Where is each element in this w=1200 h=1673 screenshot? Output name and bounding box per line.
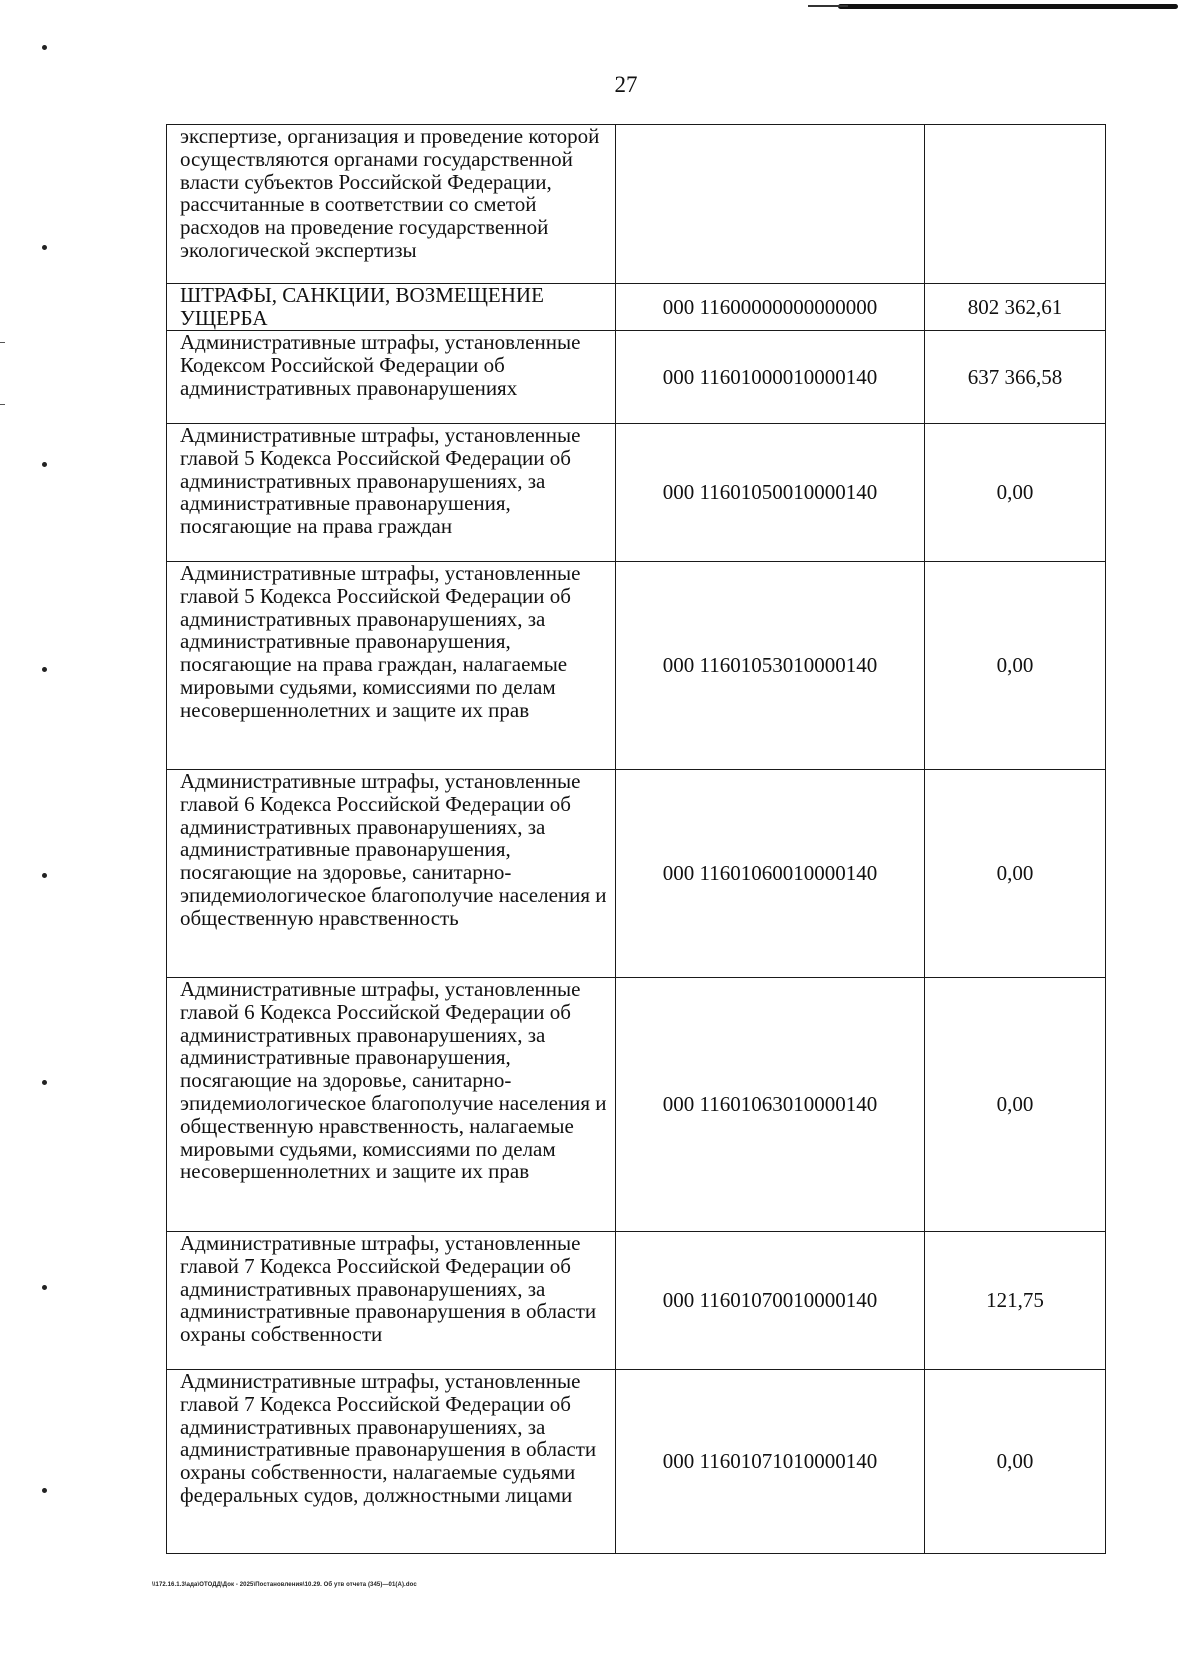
row-amount: 0,00 <box>925 424 1106 562</box>
row-amount: 802 362,61 <box>925 284 1106 331</box>
page-number: 27 <box>614 72 638 97</box>
table-row <box>167 125 1106 284</box>
scan-tick <box>0 342 5 343</box>
row-name-cell <box>167 978 616 1232</box>
table-row <box>167 331 1106 424</box>
table-row <box>167 770 1106 978</box>
row-name: экспертизе, организация и проведение которой осуществляются органами государственной власти субъектов Российской Федерации, рассчитанные в соответствии со сметой расходов на проведение государственной экологической экспертизы <box>180 124 600 262</box>
row-name-cell <box>167 1370 616 1554</box>
row-amount: 0,00 <box>925 978 1106 1232</box>
row-code: 000 11600000000000000 <box>616 284 925 331</box>
row-name-cell <box>167 125 616 284</box>
scan-dot <box>42 1285 47 1290</box>
row-amount: 121,75 <box>925 1232 1106 1370</box>
row-name-cell <box>167 770 616 978</box>
row-name-cell <box>167 1232 616 1370</box>
row-name: Административные штрафы, установленные главой 7 Кодекса Российской Федерации об административных правонарушениях, за административные правонарушения в области охраны собственности, налагаемые судьями федеральных судов, должностными лицами <box>180 1369 597 1507</box>
scan-dot <box>42 1080 47 1085</box>
scan-dot <box>42 45 47 50</box>
table-row <box>167 284 1106 331</box>
footer-file-path: \\172.16.1.3\ада\ОТОДД\Док - 2025\Постановления\10.29. Об утв отчета (345)—01(А).doc <box>152 1582 417 1588</box>
row-code: 000 11601053010000140 <box>616 562 925 770</box>
scan-dot <box>42 462 47 467</box>
row-name: Административные штрафы, установленные главой 5 Кодекса Российской Федерации об административных правонарушениях, за административные правонарушения, посягающие на права граждан <box>180 423 581 539</box>
table-row <box>167 1370 1106 1554</box>
row-name: ШТРАФЫ, САНКЦИИ, ВОЗМЕЩЕНИЕ УЩЕРБА <box>180 283 544 330</box>
row-name: Административные штрафы, установленные главой 7 Кодекса Российской Федерации об административных правонарушениях, за административные правонарушения в области охраны собственности <box>180 1231 597 1347</box>
row-amount: 0,00 <box>925 770 1106 978</box>
row-name-cell <box>167 331 616 424</box>
row-code <box>616 125 925 284</box>
row-amount: 0,00 <box>925 1370 1106 1554</box>
row-code: 000 11601063010000140 <box>616 978 925 1232</box>
table-row <box>167 978 1106 1232</box>
scan-dot <box>42 1488 47 1493</box>
table-row <box>167 424 1106 562</box>
row-name-cell <box>167 562 616 770</box>
row-code: 000 11601050010000140 <box>616 424 925 562</box>
scan-tick <box>0 404 5 405</box>
row-name: Административные штрафы, установленные Кодексом Российской Федерации об административных правонарушениях <box>180 330 581 400</box>
scan-dot <box>42 667 47 672</box>
row-amount: 0,00 <box>925 562 1106 770</box>
row-name-cell <box>167 424 616 562</box>
row-code: 000 11601000010000140 <box>616 331 925 424</box>
row-name: Административные штрафы, установленные главой 6 Кодекса Российской Федерации об административных правонарушениях, за административные правонарушения, посягающие на здоровье, санитарно-эпидемиологическое благополучие населения и общественную нравственность <box>180 769 607 930</box>
table-row <box>167 562 1106 770</box>
row-amount: 637 366,58 <box>925 331 1106 424</box>
scan-edge-line <box>838 4 1178 9</box>
row-code: 000 11601060010000140 <box>616 770 925 978</box>
budget-table <box>166 124 1106 1554</box>
table-row <box>167 1232 1106 1370</box>
scan-dot <box>42 245 47 250</box>
scan-dot <box>42 873 47 878</box>
row-code: 000 11601070010000140 <box>616 1232 925 1370</box>
row-code: 000 11601071010000140 <box>616 1370 925 1554</box>
row-name-cell <box>167 284 616 331</box>
row-name: Административные штрафы, установленные главой 5 Кодекса Российской Федерации об административных правонарушениях, за административные правонарушения, посягающие на права граждан, налагаемые мировыми судьями, комиссиями по делам несовершеннолетних и защите их прав <box>180 561 581 722</box>
row-name: Административные штрафы, установленные главой 6 Кодекса Российской Федерации об административных правонарушениях, за административные правонарушения, посягающие на здоровье, санитарно-эпидемиологическое благополучие населения и общественную нравственность, налагаемые мировыми судьями, комиссиями по делам несовершеннолетних и защите их прав <box>180 977 607 1184</box>
row-amount <box>925 125 1106 284</box>
